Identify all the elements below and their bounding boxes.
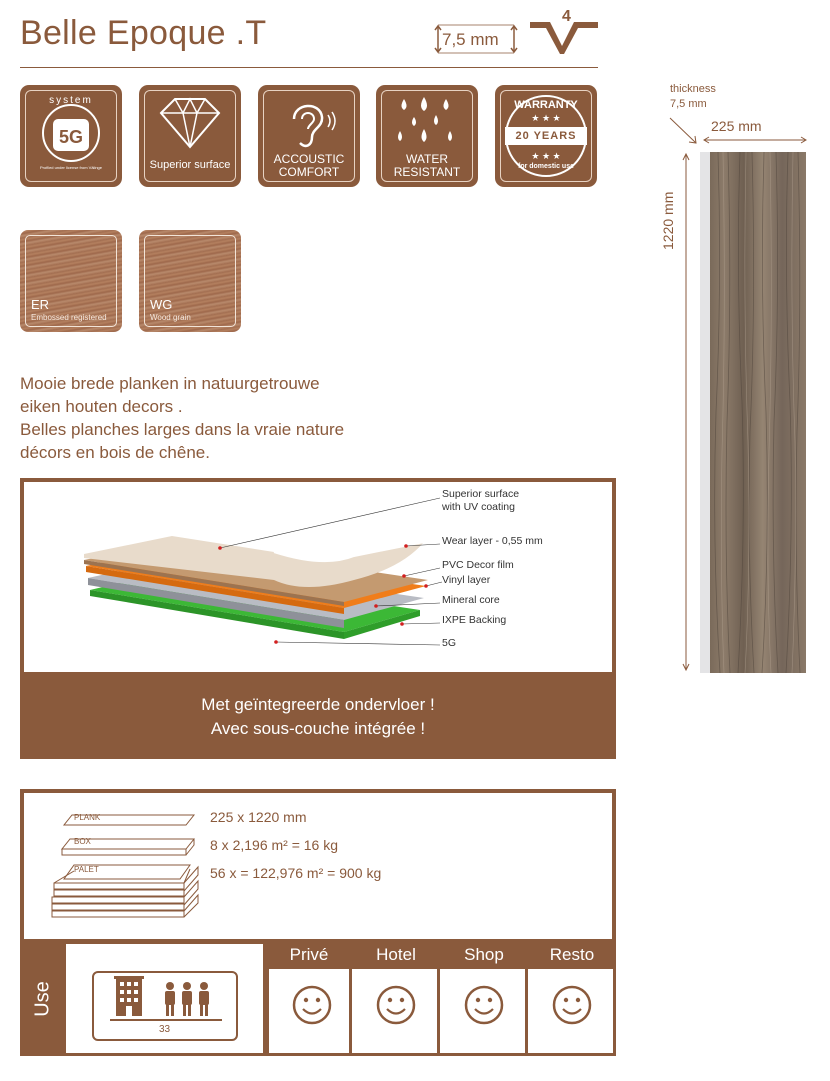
box-contents: 8 x 2,196 m² = 16 kg	[210, 837, 339, 853]
layer-label: Mineral core	[442, 594, 500, 606]
packaging-illustration	[34, 799, 204, 939]
feature-warranty	[495, 85, 597, 187]
thickness-value: 7,5 mm	[442, 30, 499, 49]
product-description	[20, 372, 344, 464]
water-label-1: WATER	[406, 152, 448, 166]
svg-text:★ ★ ★: ★ ★ ★	[531, 151, 561, 161]
bevel-logo	[528, 10, 602, 58]
feature-acoustic-comfort	[258, 85, 360, 187]
usage-cell-prive	[266, 969, 352, 1056]
plank-texture-image	[700, 152, 806, 673]
plank-width: 225 mm	[711, 118, 762, 134]
thickness-badge	[434, 24, 518, 54]
warranty-years: 20 YEARS	[515, 130, 577, 142]
plank-thickness-value: 7,5 mm	[670, 98, 707, 110]
smiley-icon	[528, 969, 616, 1053]
warranty-bottom: for domestic use	[517, 163, 574, 170]
acoustic-label-2: COMFORT	[278, 165, 340, 179]
texture-desc: Wood grain	[150, 313, 191, 322]
layer-label: IXPE Backing	[442, 614, 507, 626]
underlay-banner	[20, 675, 616, 759]
description-line: décors en bois de chêne.	[20, 443, 210, 462]
layer-label: 5G	[442, 637, 457, 649]
page-title: Belle Epoque .T	[20, 14, 267, 52]
texture-er	[20, 230, 122, 332]
feature-water-resistant	[376, 85, 478, 187]
layer-cross-section-illustration	[24, 482, 612, 672]
texture-desc: Embossed registered	[31, 313, 107, 322]
usage-col-shop: Shop	[440, 941, 528, 969]
texture-wg	[139, 230, 241, 332]
smiley-icon	[352, 969, 440, 1053]
box-tag: BOX	[74, 837, 91, 846]
usage-class-value: 33	[158, 1024, 171, 1035]
5g-sub-text: Profiled under license from Välinge	[39, 165, 103, 170]
layer-label: Wear layer - 0,55 mm	[442, 535, 543, 547]
plank-tag: PLANK	[74, 813, 101, 822]
palet-contents: 56 x = 122,976 m² = 900 kg	[210, 865, 382, 881]
texture-code: ER	[31, 297, 50, 312]
description-line: Belles planches larges dans la vraie nature	[20, 420, 345, 439]
packaging-info	[20, 789, 616, 943]
description-line: Mooie brede planken in natuurgetrouwe	[20, 374, 320, 393]
banner-line: Avec sous-couche intégrée !	[210, 719, 426, 738]
feature-5g-system	[20, 85, 122, 187]
smiley-icon	[440, 969, 528, 1053]
usage-col-resto: Resto	[528, 941, 616, 969]
plank-length: 1220 mm	[660, 191, 676, 250]
texture-code: WG	[150, 297, 173, 312]
building-people-icon	[66, 944, 266, 1059]
svg-text:5G: 5G	[58, 127, 84, 147]
usage-cell-shop	[440, 969, 528, 1056]
use-label: Use	[31, 980, 54, 1017]
usage-cell-hotel	[352, 969, 440, 1056]
banner-line: Met geïntegreerde ondervloer !	[201, 695, 435, 714]
bevel-number: 4	[562, 8, 571, 25]
plank-size: 225 x 1220 mm	[210, 809, 307, 825]
5g-arc-text: system	[49, 95, 93, 106]
plank-thickness-label: thickness	[670, 83, 716, 95]
water-label-2: RESISTANT	[393, 165, 461, 179]
use-side-label	[20, 941, 66, 1056]
acoustic-label-1: ACCOUSTIC	[273, 152, 345, 166]
header-divider	[20, 67, 598, 68]
usage-cell-resto	[528, 969, 616, 1056]
svg-text:★ ★ ★: ★ ★ ★	[531, 113, 561, 123]
usage-col-prive: Privé	[266, 941, 352, 969]
layer-label: PVC Decor film	[442, 559, 514, 571]
palet-tag: PALET	[74, 865, 99, 874]
superior-surface-label: Superior surface	[149, 159, 231, 171]
layer-label: Superior surface	[442, 488, 520, 500]
usage-col-hotel: Hotel	[352, 941, 440, 969]
warranty-top: WARRANTY	[514, 99, 578, 111]
layer-diagram	[20, 478, 616, 676]
smiley-icon	[269, 969, 355, 1053]
layer-label: Vinyl layer	[442, 574, 491, 586]
layer-label: with UV coating	[442, 501, 515, 513]
usage-class-cell	[66, 941, 266, 1056]
description-line: eiken houten decors .	[20, 397, 183, 416]
feature-superior-surface	[139, 85, 241, 187]
